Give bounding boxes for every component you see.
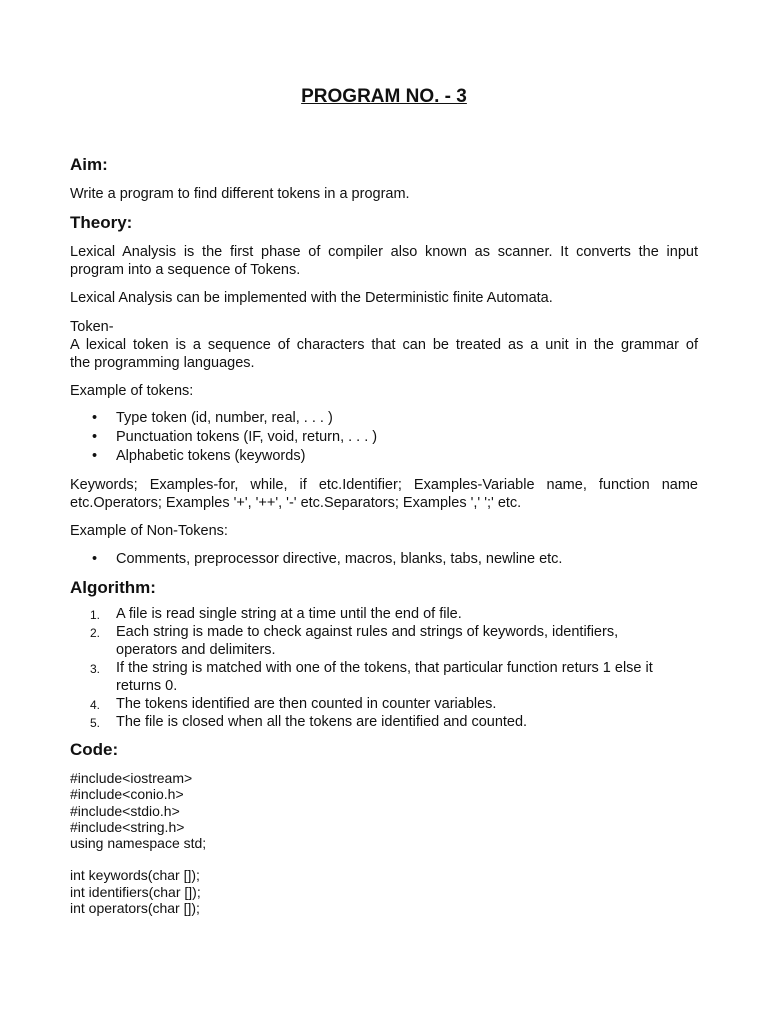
algorithm-heading: Algorithm:: [70, 578, 156, 597]
bullet-icon: •: [92, 448, 98, 464]
list-item: • Comments, preprocessor directive, macros, blanks, tabs, newline etc.: [92, 551, 563, 567]
non-tokens-heading: Example of Non-Tokens:: [70, 523, 228, 539]
theory-paragraph-1-line-2: program into a sequence of Tokens.: [70, 262, 301, 278]
algorithm-step: 1. A file is read single string at a time until the end of file.: [90, 606, 462, 622]
bullet-icon: •: [92, 551, 98, 567]
code-line: #include<string.h>: [70, 818, 185, 835]
code-line: [70, 851, 698, 867]
algorithm-step: 3. If the string is matched with one of the tokens, that particular function returs 1 else it returns 0.: [90, 660, 653, 694]
aim-text: Write a program to find different tokens in a program.: [70, 186, 410, 202]
aim-heading: Aim:: [70, 155, 108, 174]
code-line: int identifiers(char []);: [70, 883, 201, 900]
bullet-icon: •: [92, 429, 98, 445]
list-item: • Alphabetic tokens (keywords): [92, 448, 306, 464]
code-line: #include<iostream>: [70, 770, 193, 786]
algorithm-steps: [70, 605, 698, 731]
algorithm-step: 4. The tokens identified are then counted in counter variables.: [90, 696, 497, 712]
list-item: • Type token (id, number, real, . . . ): [92, 410, 333, 426]
code-line: #include<conio.h>: [70, 786, 184, 803]
keywords-line-1: Keywords; Examples-for, while, if etc.Identifier; Examples-Variable name, function name: [70, 477, 698, 493]
non-tokens-list: [70, 550, 698, 569]
token-examples-list: [70, 409, 698, 466]
bullet-icon: •: [92, 410, 98, 426]
code-line: #include<stdio.h>: [70, 802, 180, 819]
theory-paragraph-2: Lexical Analysis can be implemented with the Deterministic finite Automata.: [70, 290, 553, 306]
token-definition-line-2: the programming languages.: [70, 355, 255, 371]
theory-heading: Theory:: [70, 213, 133, 232]
token-label: Token-: [70, 319, 114, 335]
document-body: [70, 154, 698, 916]
code-heading: Code:: [70, 740, 119, 759]
keywords-line-2: etc.Operators; Examples '+', '++', '-' etc.Separators; Examples ',' ';' etc.: [70, 495, 522, 511]
list-item: • Punctuation tokens (IF, void, return, . . . ): [92, 429, 378, 445]
page-title: PROGRAM NO. - 3: [301, 86, 467, 107]
code-block: [70, 770, 698, 916]
code-line: int keywords(char []);: [70, 867, 200, 884]
algorithm-step: 2. Each string is made to check against rules and strings of keywords, identifiers, operators and delimiters.: [90, 624, 619, 658]
token-definition-line-1: A lexical token is a sequence of characters that can be treated as a unit in the grammar of: [70, 337, 698, 353]
theory-paragraph-1-line-1: Lexical Analysis is the first phase of compiler also known as scanner. It converts the input: [70, 244, 698, 260]
code-line: using namespace std;: [70, 835, 207, 852]
examples-heading: Example of tokens:: [70, 383, 194, 399]
algorithm-step: 5. The file is closed when all the tokens are identified and counted.: [90, 714, 528, 730]
code-line: int operators(char []);: [70, 900, 200, 917]
